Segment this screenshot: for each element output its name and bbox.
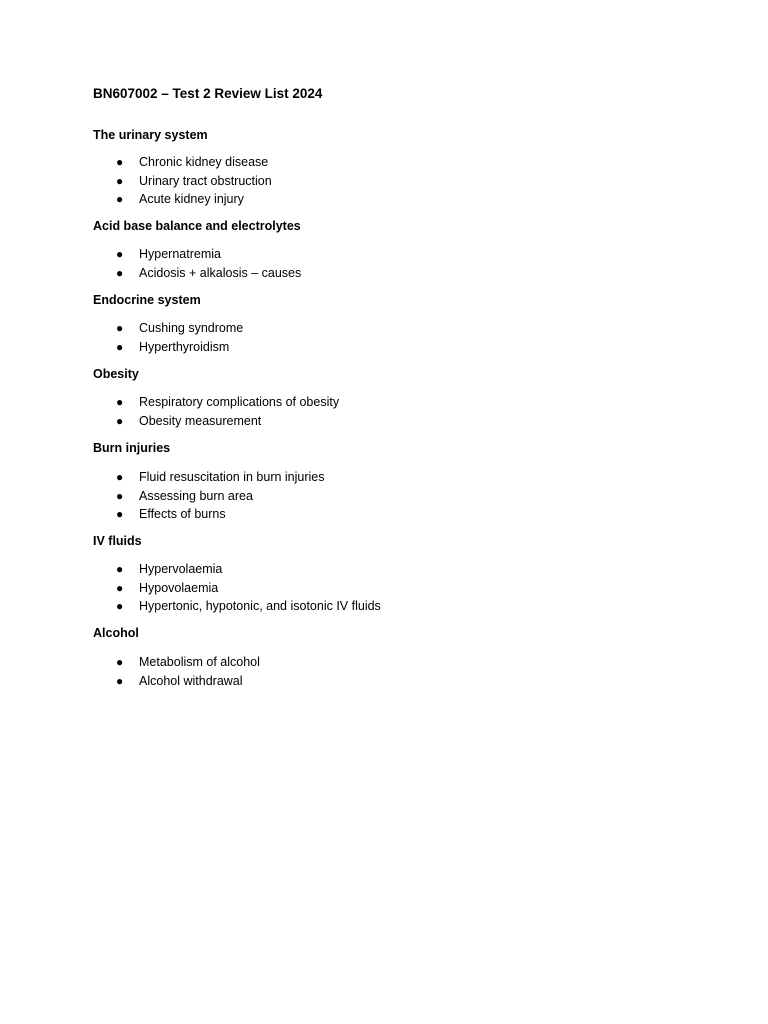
bullet-list (93, 153, 693, 209)
bullet-icon: ● (116, 580, 124, 595)
bullet-icon: ● (116, 488, 124, 503)
section-endocrine-system (93, 292, 693, 356)
section-burn-injuries (93, 440, 693, 524)
list-item: ● Cushing syndrome (93, 319, 693, 338)
bullet-list (93, 245, 693, 282)
section-heading: Obesity (93, 367, 139, 381)
list-item: ● Hypovolaemia (93, 579, 693, 598)
bullet-icon: ● (116, 155, 124, 169)
bullet-icon: ● (116, 507, 124, 522)
list-item: ● Obesity measurement (93, 412, 693, 431)
section-iv-fluids (93, 533, 693, 616)
bullet-icon: ● (116, 562, 124, 576)
section-heading: Acid base balance and electrolytes (93, 219, 301, 233)
bullet-icon: ● (116, 339, 124, 354)
section-heading: Endocrine system (93, 293, 201, 307)
bullet-icon: ● (116, 321, 124, 335)
list-item: ● Hyperthyroidism (93, 338, 693, 357)
list-item: ● Chronic kidney disease (93, 153, 693, 172)
list-item: ● Effects of burns (93, 505, 693, 524)
bullet-icon: ● (116, 599, 124, 614)
bullet-list (93, 468, 693, 524)
list-item: ● Hypernatremia (93, 245, 693, 264)
section-alcohol (93, 625, 693, 690)
bullet-icon: ● (116, 247, 124, 261)
section-heading: Burn injuries (93, 441, 171, 455)
bullet-list (93, 560, 693, 616)
document-title: BN607002 – Test 2 Review List 2024 (93, 86, 323, 101)
bullet-icon: ● (116, 173, 124, 188)
list-item: ● Hypertonic, hypotonic, and isotonic IV fluids (93, 597, 693, 616)
section-acid-base (93, 218, 693, 282)
list-item: ● Respiratory complications of obesity (93, 393, 693, 412)
section-obesity (93, 366, 693, 430)
list-item: ● Metabolism of alcohol (93, 653, 693, 672)
list-item: ● Acidosis + alkalosis – causes (93, 264, 693, 283)
bullet-list (93, 319, 693, 356)
bullet-icon: ● (116, 470, 124, 484)
section-heading: IV fluids (93, 534, 142, 548)
bullet-icon: ● (116, 413, 124, 428)
bullet-list (93, 393, 693, 430)
bullet-icon: ● (116, 265, 124, 280)
bullet-icon: ● (116, 655, 124, 669)
bullet-icon: ● (116, 192, 124, 207)
list-item: ● Assessing burn area (93, 487, 693, 506)
bullet-icon: ● (116, 673, 124, 688)
section-urinary-system (93, 127, 693, 209)
bullet-list (93, 653, 693, 690)
bullet-icon: ● (116, 395, 124, 409)
list-item: ● Acute kidney injury (93, 190, 693, 209)
list-item: ● Fluid resuscitation in burn injuries (93, 468, 693, 487)
section-heading: Alcohol (93, 626, 139, 640)
list-item: ● Hypervolaemia (93, 560, 693, 579)
section-heading: The urinary system (93, 128, 208, 142)
list-item: ● Urinary tract obstruction (93, 172, 693, 191)
list-item: ● Alcohol withdrawal (93, 672, 693, 691)
